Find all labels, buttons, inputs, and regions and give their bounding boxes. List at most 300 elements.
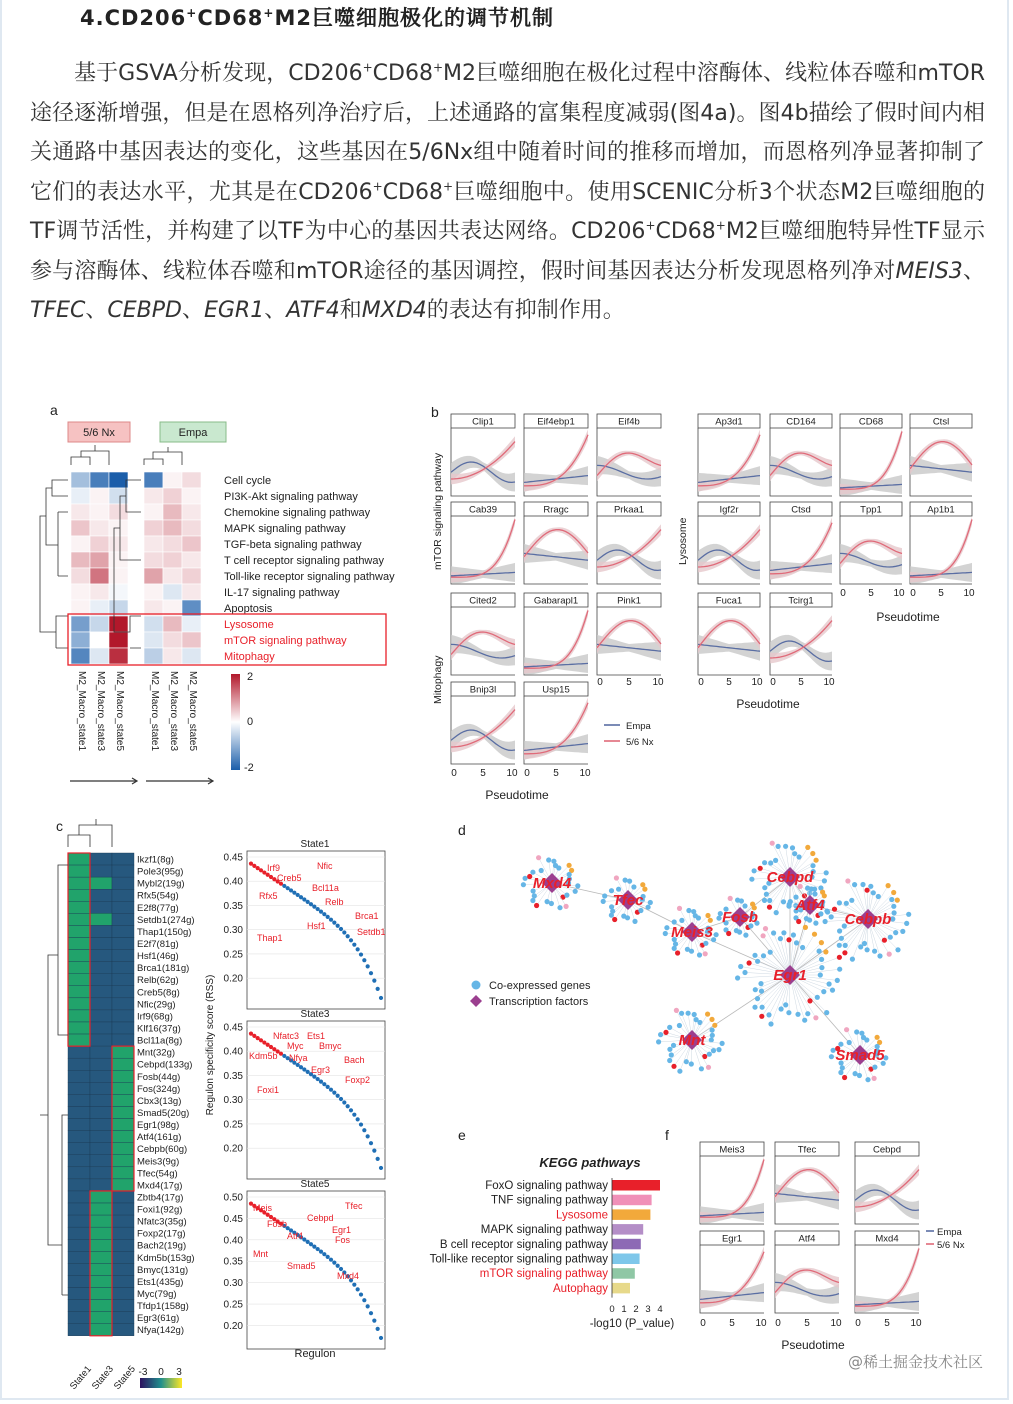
panel-c-letter: c xyxy=(56,818,63,834)
network-gene-node xyxy=(735,898,740,903)
network-gene-node xyxy=(830,988,835,993)
network-gene-node xyxy=(865,947,870,952)
heatmap-nx-cell xyxy=(71,536,90,552)
network-gene-node xyxy=(768,860,773,865)
regulon-label: Fosb(44g) xyxy=(137,1071,181,1083)
rss-point xyxy=(349,1108,353,1112)
regulon-heat-cell xyxy=(90,1227,112,1239)
regulon-heat-cell xyxy=(112,913,134,925)
rss-point xyxy=(322,1252,326,1256)
regulon-heat-cell xyxy=(90,1312,112,1324)
f-plot xyxy=(775,1142,839,1224)
network-gene-node xyxy=(861,1035,866,1040)
rss-point xyxy=(362,1298,366,1302)
network-gene-node xyxy=(835,978,840,983)
rss-point xyxy=(332,1261,336,1265)
heatmap-empa-cell xyxy=(144,504,163,520)
network-gene-node xyxy=(710,1028,715,1033)
heatmap-empa-cell xyxy=(182,520,201,536)
mtor-group-label: mTOR signaling pathway xyxy=(432,452,444,570)
heatmap-empa-cell xyxy=(182,552,201,568)
b-xlabel: Pseudotime xyxy=(876,610,940,624)
network-gene-node xyxy=(764,892,769,897)
regulon-label: Cbx3(13g) xyxy=(137,1095,182,1107)
regulon-heat-cell xyxy=(68,1179,90,1191)
network-gene-node xyxy=(837,928,842,933)
rss-point-label: Cebpd xyxy=(307,1213,334,1223)
network-tf-label: Mxd4 xyxy=(532,875,572,892)
network-gene-node xyxy=(829,1054,834,1059)
network-gene-node xyxy=(839,936,844,941)
colorbar-a-mid: 0 xyxy=(247,716,254,728)
b-plot-title: Cab39 xyxy=(469,504,497,516)
heatmap-empa-cell xyxy=(182,632,201,648)
rss-point xyxy=(349,938,353,942)
regulon-label: Bcl11a(8g) xyxy=(137,1035,183,1047)
regulon-heat-cell xyxy=(68,962,90,974)
heatmap-empa-cell xyxy=(182,648,201,664)
f-plot-title: Meis3 xyxy=(719,1144,745,1156)
network-gene-node xyxy=(823,919,828,924)
network-gene-node xyxy=(786,1010,791,1015)
e-bar xyxy=(612,1224,643,1235)
rss-point-label: Smad5 xyxy=(287,1261,316,1271)
network-tf-label: Smad5 xyxy=(835,1047,885,1064)
b-plot xyxy=(451,502,515,584)
heatmap-empa-cell xyxy=(144,648,163,664)
panel-a-letter: a xyxy=(50,402,58,418)
rss-point-label: Fos xyxy=(335,1235,351,1245)
rss-point xyxy=(319,1079,323,1083)
column-label-nx: M2_Macro_state3 xyxy=(95,671,106,752)
rss-point xyxy=(372,1319,376,1323)
network-gene-node xyxy=(767,898,772,903)
network-gene-node xyxy=(887,952,892,957)
c-dendro-left xyxy=(40,865,68,1295)
rss-point xyxy=(332,921,336,925)
network-gene-node xyxy=(906,912,911,917)
heatmap-empa-cell xyxy=(144,568,163,584)
heatmap-empa-cell xyxy=(182,616,201,632)
network-gene-node xyxy=(843,943,848,948)
b-plot-title: Ap1b1 xyxy=(927,504,955,516)
regulon-heat-cell xyxy=(112,1275,134,1287)
network-gene-node xyxy=(705,913,710,918)
rss-point xyxy=(346,1104,350,1108)
heatmap-empa-cell xyxy=(144,472,163,488)
network-gene-node xyxy=(891,890,896,895)
f-plot xyxy=(855,1231,919,1313)
network-gene-node xyxy=(669,1052,674,1057)
network-gene-node xyxy=(837,943,842,948)
rss-point xyxy=(336,924,340,928)
rss-ytick: 0.45 xyxy=(223,1213,243,1225)
rss-point-label: Setdb1 xyxy=(357,927,386,937)
network-gene-node xyxy=(813,1015,818,1020)
network-gene-node xyxy=(557,905,562,910)
e-tick: 3 xyxy=(645,1304,651,1315)
rss-point xyxy=(342,930,346,934)
heatmap-nx-cell xyxy=(90,520,109,536)
regulon-heat-cell xyxy=(90,1094,112,1106)
network-gene-node xyxy=(612,917,617,922)
e-bar xyxy=(612,1254,640,1265)
rss-point-label: Bcl11a xyxy=(312,883,339,893)
network-gene-node xyxy=(783,844,788,849)
b-plot-title: Eif4ebp1 xyxy=(537,416,575,428)
rss-point xyxy=(326,1085,330,1089)
regulon-heat-cell xyxy=(112,1167,134,1179)
f-plot-title: Mxd4 xyxy=(875,1233,899,1245)
regulon-heat-cell xyxy=(112,1131,134,1143)
regulon-heat-cell xyxy=(90,877,112,889)
network-gene-node xyxy=(813,921,818,926)
network-gene-node xyxy=(762,898,767,903)
b-plot-title: Ctsd xyxy=(791,504,811,516)
pathway-label: MAPK signaling pathway xyxy=(224,523,346,535)
rss-point xyxy=(376,987,380,991)
regulon-label: Myc(79g) xyxy=(137,1289,177,1301)
regulon-heat-cell xyxy=(90,1251,112,1263)
rss-point xyxy=(366,964,370,968)
regulon-label: E2f7(81g) xyxy=(137,938,179,950)
e-pathway-label: B cell receptor signaling pathway xyxy=(439,1238,608,1251)
b-plot-title: Ap3d1 xyxy=(715,416,743,428)
network-gene-node xyxy=(770,841,775,846)
network-gene-node xyxy=(575,883,580,888)
network-gene-node xyxy=(677,906,682,911)
network-gene-node xyxy=(766,1012,771,1017)
regulon-heat-cell xyxy=(68,1324,90,1336)
figure-4 xyxy=(0,395,1000,1395)
regulon-heat-cell xyxy=(68,925,90,937)
network-gene-node xyxy=(803,925,808,930)
regulon-heat-cell xyxy=(90,1239,112,1251)
b-plot-title: Igf2r xyxy=(719,504,739,516)
f-plot xyxy=(700,1142,764,1224)
rss-point xyxy=(326,915,330,919)
heatmap-nx-cell xyxy=(90,536,109,552)
network-gene-node xyxy=(817,949,822,954)
network-gene-node xyxy=(532,893,537,898)
rss-point xyxy=(369,971,373,975)
network-gene-node xyxy=(726,931,731,936)
f-plot-title: Tfec xyxy=(797,1144,817,1156)
b-plot xyxy=(524,414,588,496)
network-gene-node xyxy=(807,998,812,1003)
regulon-heat-cell xyxy=(68,877,90,889)
network-gene-node xyxy=(865,1077,870,1082)
network-gene-node xyxy=(521,882,526,887)
network-gene-node xyxy=(523,876,528,881)
b-tick: 5 xyxy=(868,588,874,599)
rss-point-label: Myc xyxy=(287,1041,304,1051)
network-gene-node xyxy=(742,903,747,908)
b-plot xyxy=(770,593,832,675)
regulon-heat-cell xyxy=(90,1203,112,1215)
network-gene-node xyxy=(674,1008,679,1013)
network-gene-node xyxy=(752,1005,757,1010)
network-gene-node xyxy=(786,937,791,942)
regulon-heat-cell xyxy=(90,1143,112,1155)
regulon-label: Nfic(29g) xyxy=(137,999,176,1011)
network-gene-node xyxy=(860,882,865,887)
network-gene-node xyxy=(728,896,733,901)
regulon-heat-cell xyxy=(112,1143,134,1155)
network-gene-node xyxy=(774,910,779,915)
network-gene-node xyxy=(703,941,708,946)
e-bar xyxy=(612,1180,660,1191)
regulon-heat-cell xyxy=(68,1227,90,1239)
heatmap-empa-cell xyxy=(144,520,163,536)
b-tick: 0 xyxy=(910,588,916,599)
heatmap-nx-cell xyxy=(90,584,109,600)
rss-point-label: Nfatc3 xyxy=(273,1031,300,1041)
b-plot xyxy=(910,502,972,584)
heatmap-nx-cell xyxy=(109,568,128,584)
network-gene-node xyxy=(837,955,842,960)
network-gene-node xyxy=(815,995,820,1000)
regulon-heat-cell xyxy=(112,1191,134,1203)
regulon-label: Egr3(61g) xyxy=(137,1313,180,1325)
b-tick: 10 xyxy=(751,677,763,688)
network-gene-node xyxy=(546,857,551,862)
f-tick: 5 xyxy=(804,1318,810,1329)
network-gene-node xyxy=(601,899,606,904)
regulon-label: Klf16(37g) xyxy=(137,1023,181,1035)
rss-title: State1 xyxy=(300,839,330,850)
rss-ytick: 0.25 xyxy=(223,1119,243,1131)
network-gene-node xyxy=(781,899,786,904)
rss-point-label: Thap1 xyxy=(257,933,283,943)
network-gene-node xyxy=(796,919,801,924)
rss-point xyxy=(359,1122,363,1126)
rss-point-label: Bach xyxy=(344,1055,365,1065)
network-gene-node xyxy=(823,949,828,954)
network-gene-node xyxy=(689,1061,694,1066)
rss-point xyxy=(316,1077,320,1081)
regulon-label: Pole3(95g) xyxy=(137,866,184,878)
e-pathway-label: MAPK signaling pathway xyxy=(480,1224,608,1237)
network-gene-node xyxy=(820,890,825,895)
rss-ytick: 0.30 xyxy=(223,1095,243,1107)
b-plot-title: Pink1 xyxy=(617,595,641,607)
rss-point-label: Relb xyxy=(325,897,344,907)
regulon-heat-cell xyxy=(68,889,90,901)
rss-point xyxy=(329,1088,333,1092)
e-bar xyxy=(612,1209,650,1220)
regulon-label: Zbtb4(17g) xyxy=(137,1192,184,1204)
network-gene-node xyxy=(837,967,842,972)
regulon-heat-cell xyxy=(90,962,112,974)
network-gene-node xyxy=(648,900,653,905)
regulon-label: Hsf1(46g) xyxy=(137,951,179,963)
network-gene-node xyxy=(758,981,763,986)
b-plot xyxy=(770,414,832,496)
network-gene-node xyxy=(758,866,763,871)
e-xlabel: -log10 (P_value) xyxy=(589,1318,675,1330)
heatmap-nx-cell xyxy=(90,488,109,504)
rss-point-label: Mxd4 xyxy=(337,1271,360,1281)
b-plot-title: Gabarapl1 xyxy=(533,595,579,607)
rss-point xyxy=(319,1249,323,1253)
network-gene-node xyxy=(663,1030,668,1035)
network-gene-node xyxy=(716,916,721,921)
heatmap-nx-cell xyxy=(71,488,90,504)
network-gene-node xyxy=(760,1005,765,1010)
b-plot xyxy=(451,682,515,764)
network-gene-node xyxy=(762,860,767,865)
heatmap-empa-cell xyxy=(163,520,182,536)
regulon-heat-cell xyxy=(68,1022,90,1034)
network-gene-node xyxy=(812,932,817,937)
network-gene-node xyxy=(761,933,766,938)
network-gene-node xyxy=(711,1048,716,1053)
heatmap-nx-cell xyxy=(90,504,109,520)
heatmap-empa-cell xyxy=(144,488,163,504)
regulon-heat-cell xyxy=(68,1300,90,1312)
e-pathway-label: mTOR signaling pathway xyxy=(479,1268,608,1281)
network-gene-node xyxy=(821,989,826,994)
regulon-heat-cell xyxy=(112,1288,134,1300)
network-gene-node xyxy=(814,858,819,863)
e-tick: 0 xyxy=(609,1304,615,1315)
heatmap-empa-cell xyxy=(163,648,182,664)
b-plot-title: Rragc xyxy=(543,504,569,516)
rss-ytick: 0.30 xyxy=(223,1278,243,1290)
network-gene-node xyxy=(822,878,827,883)
network-gene-node xyxy=(677,1023,682,1028)
network-gene-node xyxy=(625,915,630,920)
regulon-label: Irf9(68g) xyxy=(137,1011,173,1023)
rss-point xyxy=(356,1287,360,1291)
rss-ytick: 0.40 xyxy=(223,1046,243,1058)
network-gene-node xyxy=(783,1002,788,1007)
regulon-heat-cell xyxy=(90,1179,112,1191)
b-legend-nx: 5/6 Nx xyxy=(626,737,654,748)
network-gene-node xyxy=(536,855,541,860)
regulon-heat-cell xyxy=(68,913,90,925)
network-gene-node xyxy=(854,1029,859,1034)
regulon-heat-cell xyxy=(90,1263,112,1275)
panel-f-letter: f xyxy=(665,1127,669,1143)
colorbar-c xyxy=(140,1378,182,1388)
regulon-heat-cell xyxy=(68,986,90,998)
rss-ytick: 0.50 xyxy=(223,1192,243,1204)
f-plot-title: Cebpd xyxy=(873,1144,901,1156)
b-plot xyxy=(698,502,760,584)
network-gene-node xyxy=(771,930,776,935)
network-gene-node xyxy=(750,902,755,907)
colorbar-a xyxy=(231,674,240,770)
d-legend-gene-marker xyxy=(472,981,481,990)
network-gene-node xyxy=(844,901,849,906)
rss-point xyxy=(329,918,333,922)
heatmap-nx-cell xyxy=(109,536,128,552)
rss-point xyxy=(336,1264,340,1268)
heatmap-nx-cell xyxy=(71,632,90,648)
network-gene-node xyxy=(872,1076,877,1081)
network-gene-node xyxy=(824,1010,829,1015)
rss-point-label: Egr1 xyxy=(332,1225,352,1235)
dendro-top-empa xyxy=(144,447,182,465)
network-gene-node xyxy=(819,957,824,962)
b-plot-title: Clip1 xyxy=(472,416,494,428)
b-tick: 5 xyxy=(553,768,559,779)
network-gene-node xyxy=(697,952,702,957)
b-plot xyxy=(840,414,902,496)
network-gene-node xyxy=(805,1011,810,1016)
f-xlabel: Pseudotime xyxy=(781,1338,845,1352)
regulon-heat-cell xyxy=(90,1082,112,1094)
regulon-heat-cell xyxy=(90,974,112,986)
network-gene-node xyxy=(862,941,867,946)
regulon-label: Bach2(19g) xyxy=(137,1240,187,1252)
rss-point xyxy=(359,952,363,956)
rss-point-label: Meis xyxy=(253,1203,273,1213)
network-gene-node xyxy=(742,970,747,975)
network-gene-node xyxy=(692,1012,697,1017)
network-gene-node xyxy=(686,1011,691,1016)
rss-point xyxy=(372,979,376,983)
rss-ytick: 0.20 xyxy=(223,973,243,985)
b-plot-title: CD68 xyxy=(858,416,884,428)
regulon-label: Creb5(8g) xyxy=(137,987,180,999)
regulon-heat-cell xyxy=(90,925,112,937)
network-gene-node xyxy=(892,910,897,915)
network-gene-node xyxy=(842,950,847,955)
heatmap-nx-cell xyxy=(109,584,128,600)
network-gene-node xyxy=(893,930,898,935)
pathway-label: Cell cycle xyxy=(224,475,272,487)
b-plot-title: Fuca1 xyxy=(715,595,743,607)
regulon-heat-cell xyxy=(112,853,134,865)
regulon-heat-cell xyxy=(112,1263,134,1275)
network-gene-node xyxy=(779,1006,784,1011)
regulon-heat-cell xyxy=(68,1275,90,1287)
f-tick: 5 xyxy=(729,1318,735,1329)
rss-point xyxy=(379,1336,383,1340)
network-gene-node xyxy=(832,907,837,912)
heatmap-nx-cell xyxy=(90,648,109,664)
regulon-heat-cell xyxy=(90,1191,112,1203)
network-gene-node xyxy=(752,868,757,873)
regulon-heat-cell xyxy=(112,1070,134,1082)
pathway-label: Toll-like receptor signaling pathway xyxy=(224,571,395,583)
network-gene-node xyxy=(794,940,799,945)
network-gene-node xyxy=(895,947,900,952)
network-gene-node xyxy=(882,938,887,943)
heatmap-empa-cell xyxy=(182,472,201,488)
rss-point xyxy=(366,1134,370,1138)
heatmap-nx-cell xyxy=(71,552,90,568)
pathway-label: IL-17 signaling pathway xyxy=(224,587,340,599)
rss-point xyxy=(329,1258,333,1262)
b-tick: 5 xyxy=(726,677,732,688)
network-gene-node xyxy=(530,898,535,903)
f-plot-title: Egr1 xyxy=(721,1233,743,1245)
b-plot xyxy=(698,593,760,675)
regulon-heat-cell xyxy=(68,1191,90,1203)
b-tick: 10 xyxy=(652,677,664,688)
column-label-nx: M2_Macro_state5 xyxy=(114,671,125,752)
regulon-heat-cell xyxy=(112,889,134,901)
network-gene-node xyxy=(824,870,829,875)
b-plot xyxy=(451,414,515,496)
heatmap-nx-cell xyxy=(71,504,90,520)
regulon-label: Nfatc3(35g) xyxy=(137,1216,187,1228)
b-xlabel: Pseudotime xyxy=(736,697,800,711)
